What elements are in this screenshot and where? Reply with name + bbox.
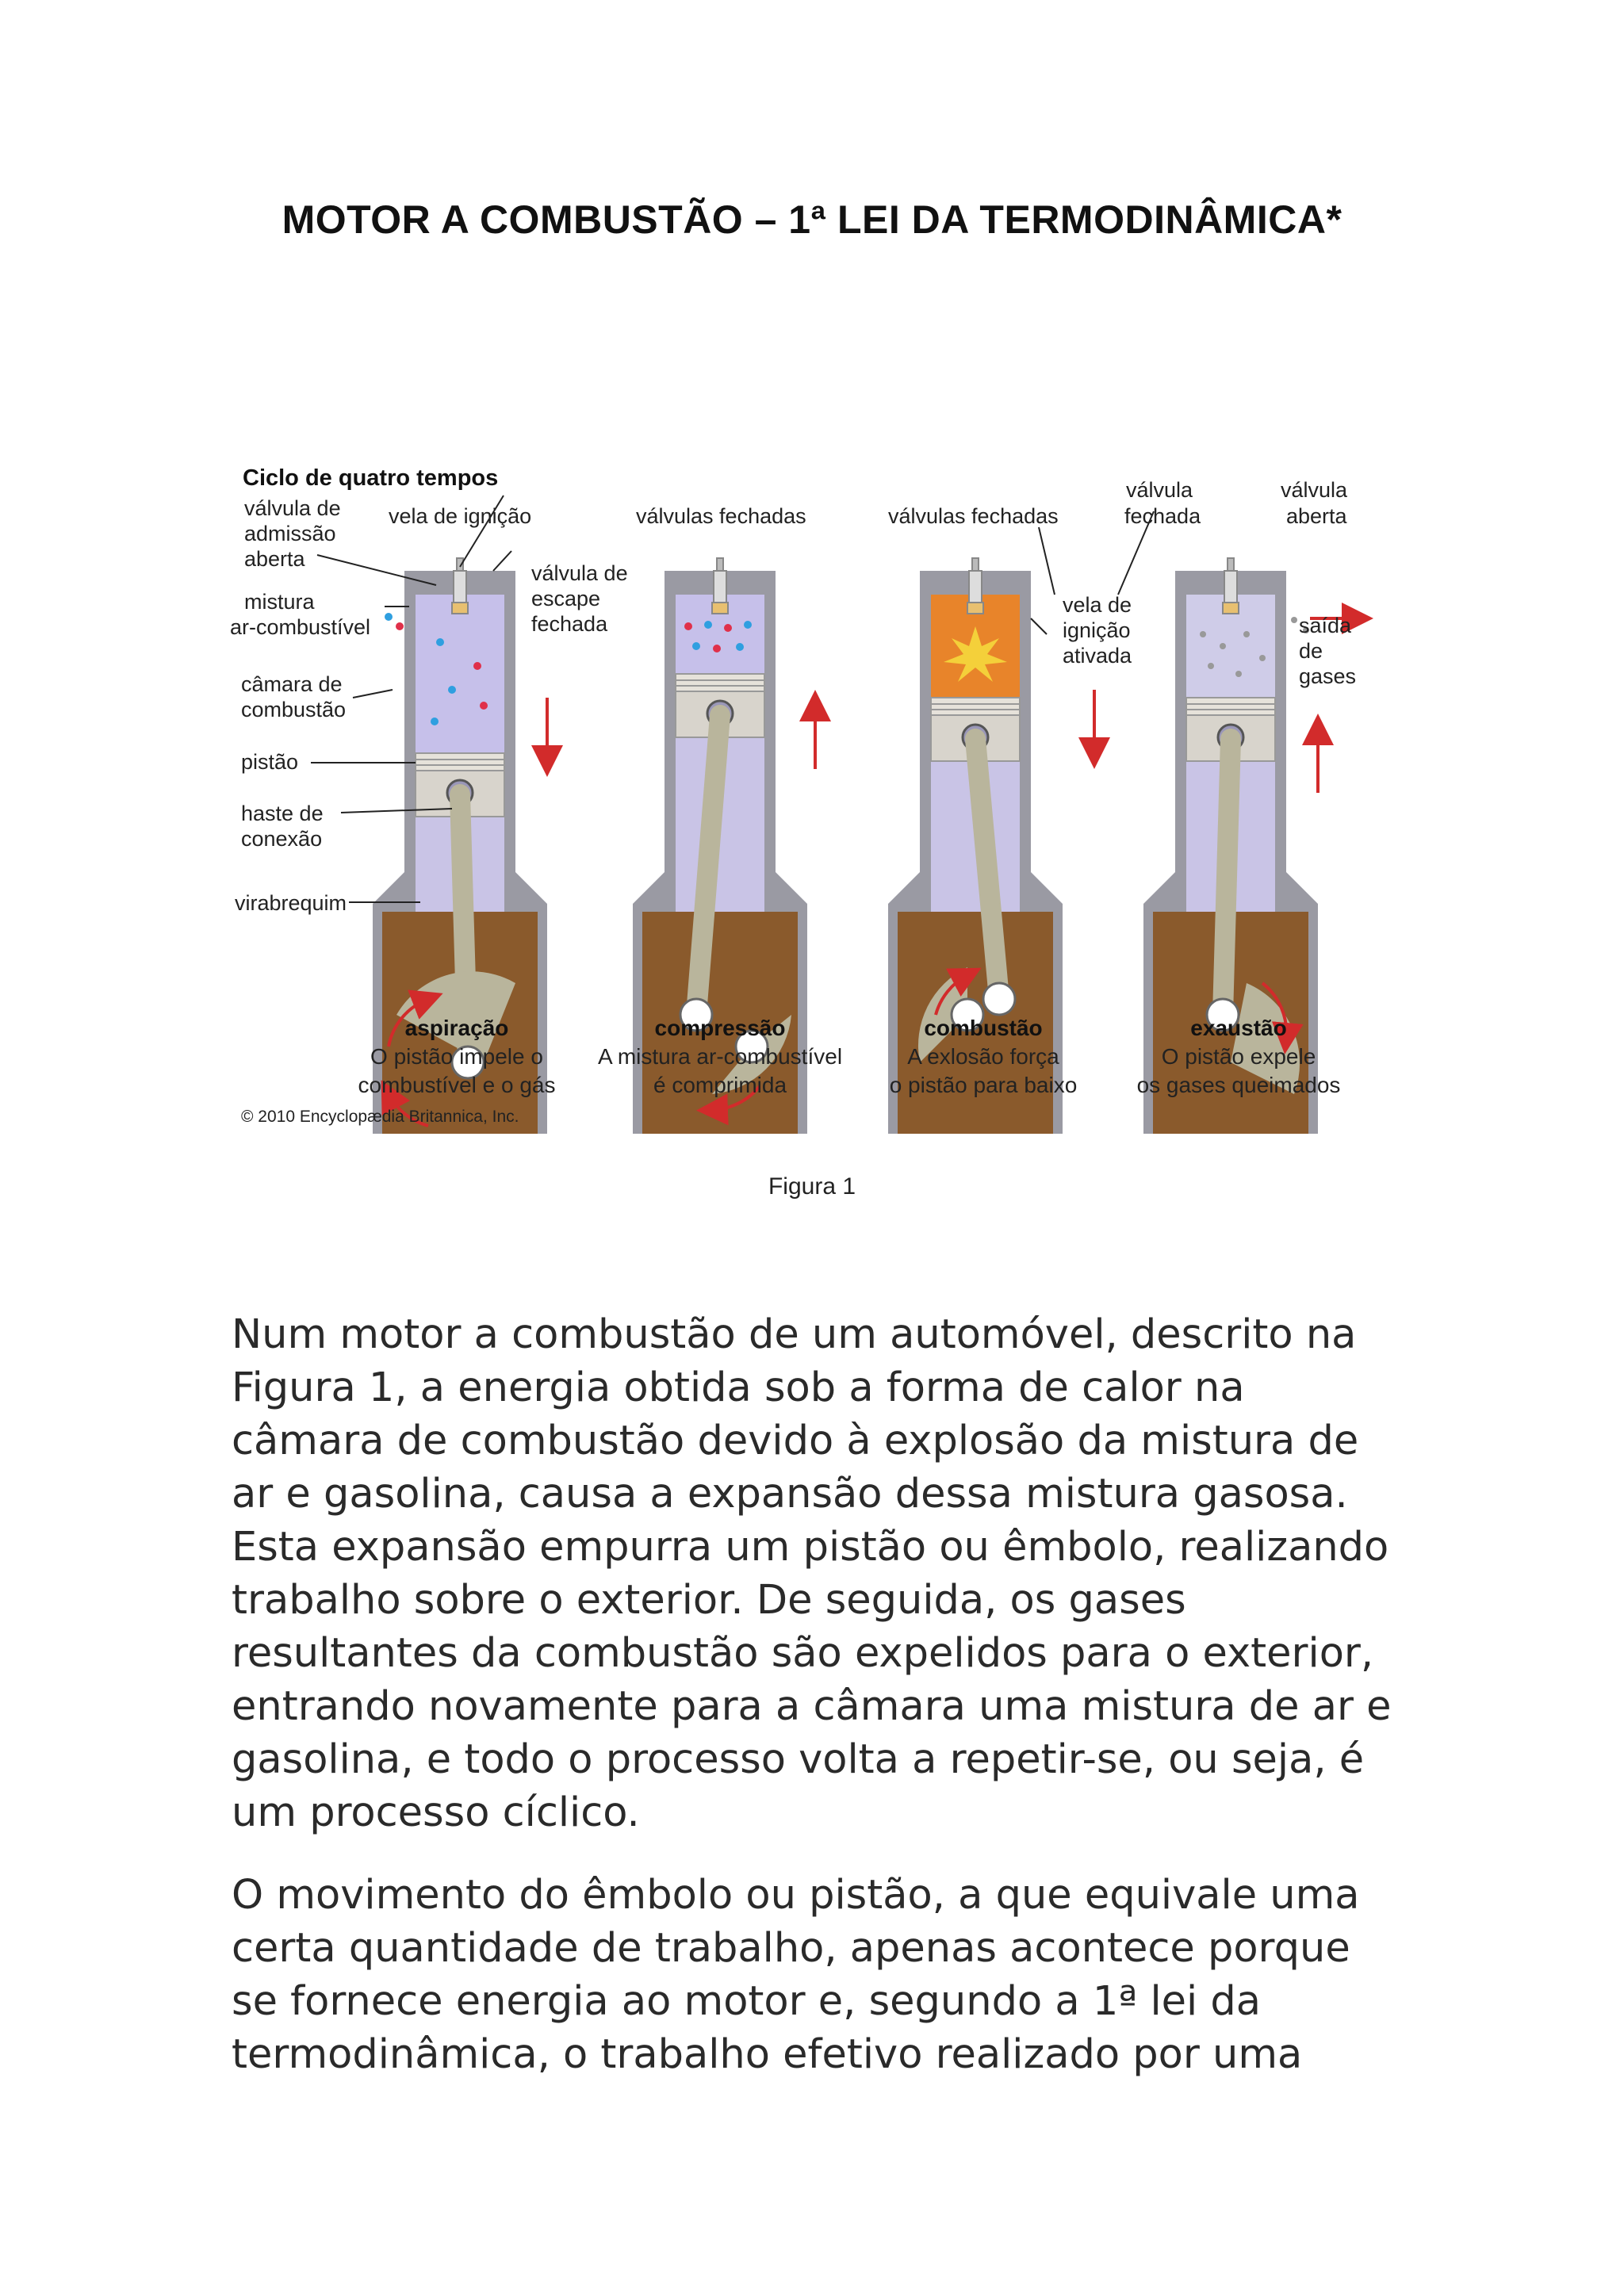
stage-name-exhaust: exaustão bbox=[1190, 1016, 1287, 1040]
stage-desc-exhaust-1: O pistão expele bbox=[1161, 1044, 1316, 1069]
stage-desc-compression-2: é comprimida bbox=[653, 1073, 787, 1097]
label-spark-active-2: ignição bbox=[1063, 618, 1131, 642]
stage-name-combustion: combustão bbox=[924, 1016, 1043, 1040]
label-intake-valve-1: válvula de bbox=[244, 496, 341, 520]
label-exhaust-valve-1: válvula de bbox=[531, 561, 628, 585]
stage-desc-exhaust-2: os gases queimados bbox=[1136, 1073, 1341, 1097]
label-chamber-1: câmara de bbox=[241, 672, 343, 696]
label-spark-active-3: ativada bbox=[1063, 644, 1132, 668]
label-intake-valve-2: admissão bbox=[244, 522, 336, 545]
label-valves-closed-1: válvulas fechadas bbox=[636, 504, 806, 528]
stage-name-intake: aspiração bbox=[404, 1016, 509, 1040]
figure-caption: Figura 1 bbox=[768, 1173, 856, 1200]
label-valve-closed-1: válvula bbox=[1126, 478, 1193, 502]
label-gas-out-2: de bbox=[1299, 639, 1323, 663]
stage-desc-combustion-2: o pistão para baixo bbox=[889, 1073, 1078, 1097]
figure-heading: Ciclo de quatro tempos bbox=[243, 465, 499, 491]
figure-copyright: © 2010 Encyclopædia Britannica, Inc. bbox=[241, 1108, 519, 1126]
stage-desc-compression-1: A mistura ar-combustível bbox=[597, 1044, 843, 1069]
label-piston: pistão bbox=[241, 750, 299, 774]
label-exhaust-valve-3: fechada bbox=[531, 612, 608, 636]
stage-desc-intake-1: O pistão impele o bbox=[370, 1044, 543, 1069]
label-intake-valve-3: aberta bbox=[244, 547, 305, 571]
label-mixture-2: ar-combustível bbox=[230, 615, 371, 639]
stage-desc-combustion-1: A exlosão força bbox=[907, 1044, 1059, 1069]
label-exhaust-valve-2: escape bbox=[531, 587, 601, 610]
label-mixture-1: mistura bbox=[244, 590, 315, 614]
label-rod-1: haste de bbox=[241, 802, 324, 825]
label-gas-out-3: gases bbox=[1299, 664, 1357, 688]
paragraph-2: O movimento do êmbolo ou pistão, a que equivale uma certa quantidade de trabalho, apenas acontece porque se fornece energia ao motor e, segundo a 1ª lei da termodinâmica, o trabalho efetivo realizado por uma bbox=[232, 1872, 1360, 2078]
label-valve-closed-2: fechada bbox=[1124, 504, 1201, 528]
label-valves-closed-2: válvulas fechadas bbox=[888, 504, 1059, 528]
stage-name-compression: compressão bbox=[654, 1016, 786, 1040]
label-chamber-2: combustão bbox=[241, 698, 347, 721]
label-crankshaft: virabrequim bbox=[235, 891, 347, 915]
label-spark-active-1: vela de bbox=[1063, 593, 1132, 617]
label-valve-open-2: aberta bbox=[1286, 504, 1347, 528]
label-spark-plug: vela de ignição bbox=[389, 504, 532, 528]
label-gas-out-1: saída bbox=[1299, 614, 1352, 637]
paragraph-1: Num motor a combustão de um automóvel, descrito na Figura 1, a energia obtida sob a forma de calor na câmara de combustão devido à explosão da mistura de ar e gasolina, causa a expansão dessa mistura gasosa. Esta expansão empurra um pistão ou êmbolo, realizando trabalho sobre o exterior. De seguida, os gases resultantes da combustão são expelidos para o exterior, entrando novamente para a câmara uma mistura de ar e gasolina, e todo o processo volta a repetir-se, ou seja, é um processo cíclico. bbox=[232, 1311, 1392, 1836]
label-valve-open-1: válvula bbox=[1281, 478, 1348, 502]
label-rod-2: conexão bbox=[241, 827, 323, 851]
stage-desc-intake-2: combustível e o gás bbox=[358, 1073, 556, 1097]
page-title: MOTOR A COMBUSTÃO – 1ª LEI DA TERMODINÂMICA* bbox=[282, 197, 1342, 242]
four-stroke-engine-figure bbox=[230, 452, 1388, 1134]
engine-diagram bbox=[230, 452, 1388, 1134]
